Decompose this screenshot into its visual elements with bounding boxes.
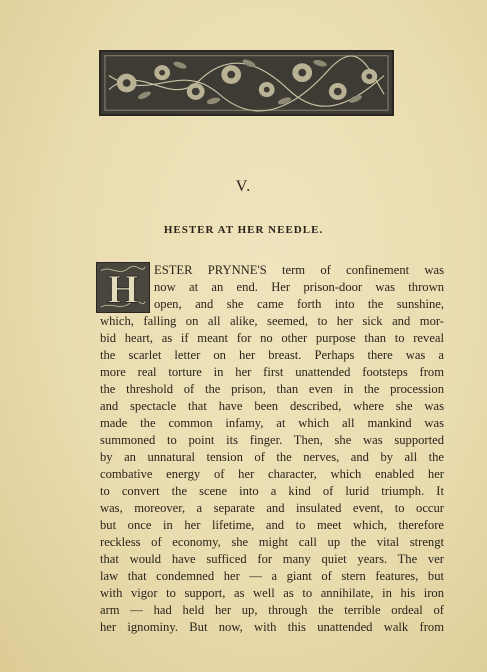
text-line: the threshold of the prison, than even in the procession (100, 382, 444, 396)
floral-headpiece-ornament (99, 50, 394, 116)
text-line: combative energy of her character, which enabled her (100, 467, 444, 481)
text-line: the scarlet letter on her breast. Perhaps there was a (100, 348, 444, 362)
text-line: bid heart, as if meant for no other purpose than to reveal (100, 331, 444, 345)
text-line: summoned to point its finger. Then, she was supported (100, 433, 444, 447)
text-line: her ignominy. But now, with this unattended walk from (100, 620, 444, 634)
text-line: ESTER PRYNNE'S term of confinement was (154, 263, 444, 277)
chapter-title: HESTER AT HER NEEDLE. (163, 224, 324, 236)
text-line: now at an end. Her prison-door was thrown (154, 280, 444, 294)
text-line: by an unnatural tension of the nerves, and by all the (100, 450, 444, 464)
text-line: law that condemned her — a giant of stern features, but (100, 569, 444, 583)
chapter-number: V. (235, 178, 252, 195)
text-line: made the common infamy, at which all mankind was (100, 416, 444, 430)
initial-letter-h: H (107, 266, 139, 312)
decorated-initial-letter (96, 262, 150, 313)
text-line: but once in her lifetime, and to meet which, therefore (100, 518, 444, 532)
text-line: open, and she came forth into the sunshine, (154, 297, 444, 311)
text-line: which, falling on all alike, seemed, to her sick and mor- (100, 314, 444, 328)
text-line: was, moreover, a separate and insulated event, to occur (100, 501, 444, 515)
text-line: more real torture in her first unattended footsteps from (100, 365, 444, 379)
text-line: arm — had held her up, through the terrible ordeal of (100, 603, 444, 617)
text-line: that would have sufficed for many quiet years. The ver (100, 552, 444, 566)
text-line: reckless of economy, she might call up the vital strengt (100, 535, 444, 549)
text-line: and spectacle that have been described, where she was (100, 399, 444, 413)
text-line: to convert the scene into a kind of lurid triumph. It (100, 484, 444, 498)
text-line: with vigor to support, as well as to annihilate, in his iron (100, 586, 444, 600)
